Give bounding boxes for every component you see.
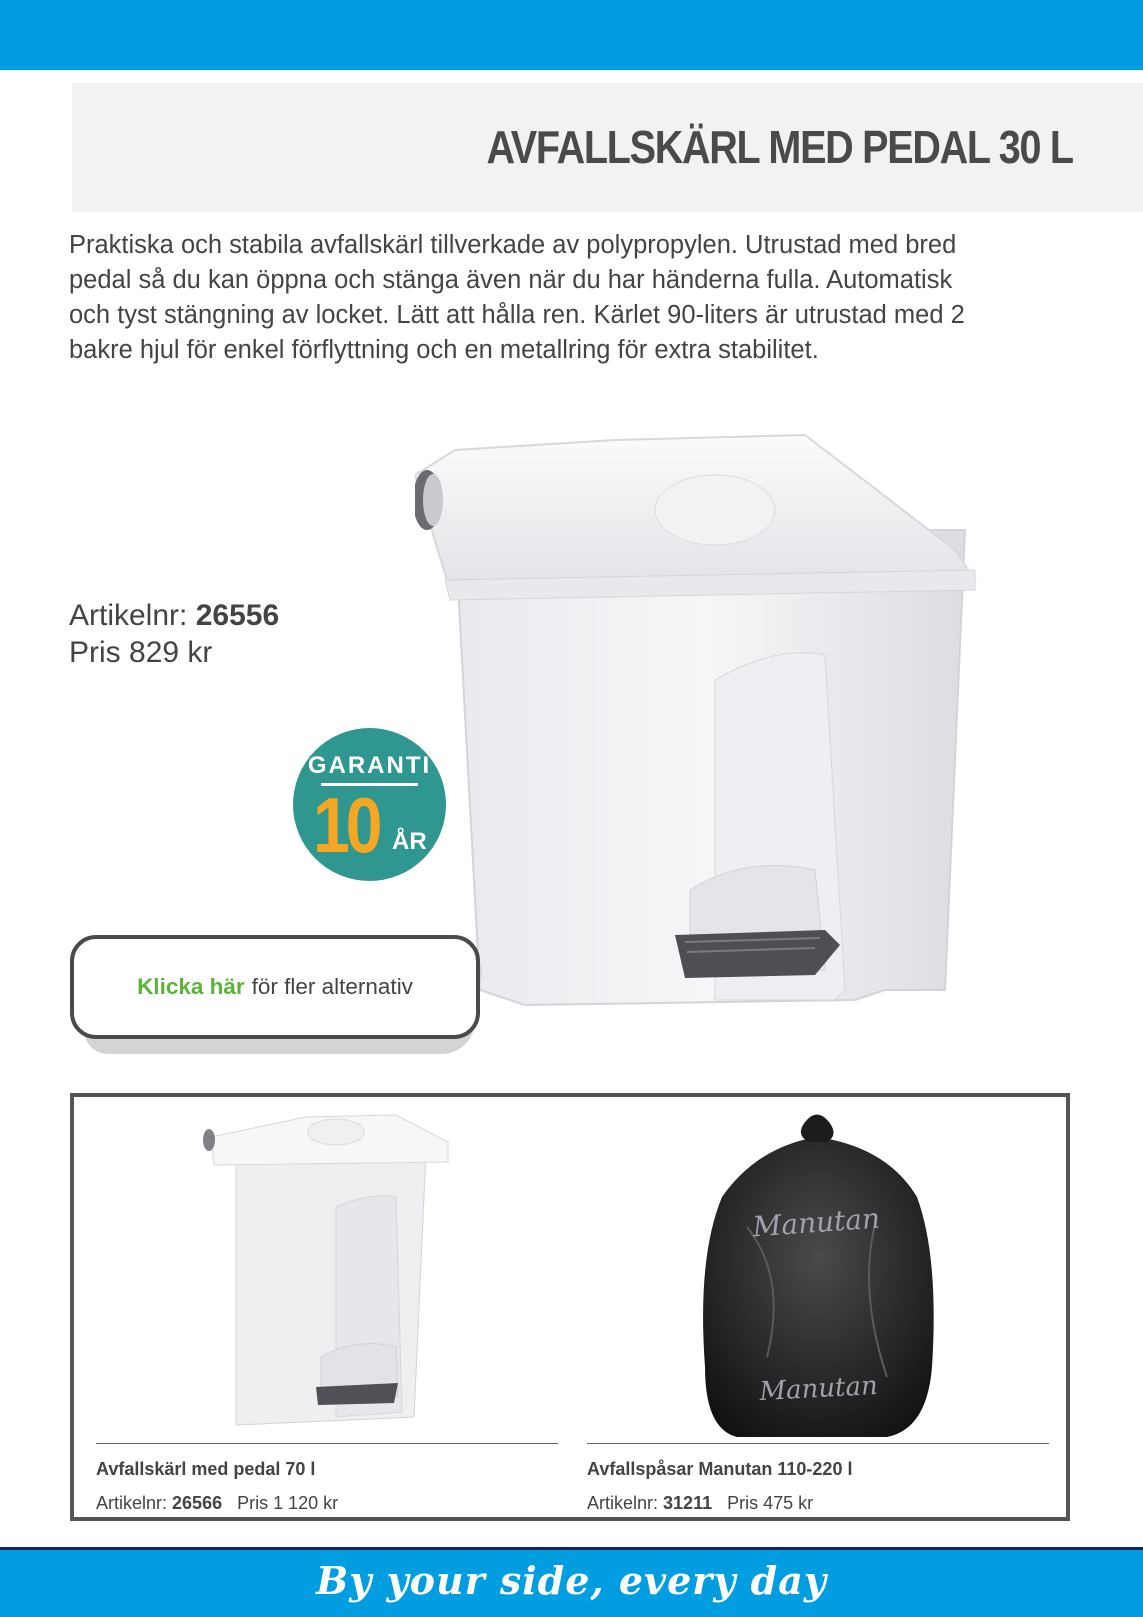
article-number-line bbox=[69, 597, 279, 634]
warranty-unit: ÅR bbox=[392, 828, 427, 855]
price-label: Pris bbox=[69, 636, 121, 669]
warranty-years: 10 bbox=[313, 781, 379, 869]
article-label: Artikelnr: bbox=[69, 599, 188, 632]
warranty-label: GARANTI bbox=[307, 752, 432, 779]
more-options-button[interactable] bbox=[70, 935, 480, 1039]
product-image-pedal-bin-70l bbox=[96, 1107, 558, 1437]
price-value: Pris 1 120 kr bbox=[237, 1493, 339, 1513]
article-label: Artikelnr: bbox=[96, 1493, 168, 1513]
footer-banner bbox=[0, 1547, 1143, 1617]
slogan: By your side, every day bbox=[316, 1558, 827, 1603]
cta-text: för fler alternativ bbox=[251, 974, 413, 999]
related-product-meta bbox=[96, 1493, 338, 1514]
price-line bbox=[69, 634, 279, 671]
price-value: 829 kr bbox=[129, 636, 213, 669]
article-label: Artikelnr: bbox=[587, 1493, 659, 1513]
related-product-name[interactable]: Avfallskärl med pedal 70 l bbox=[96, 1459, 316, 1479]
related-product-name[interactable]: Avfallspåsar Manutan 110-220 l bbox=[587, 1459, 853, 1479]
click-here-link[interactable]: Klicka här bbox=[137, 974, 245, 999]
warranty-badge bbox=[293, 728, 446, 881]
article-number: 31211 bbox=[663, 1493, 713, 1513]
related-product-card[interactable] bbox=[96, 1097, 558, 1517]
related-products bbox=[70, 1093, 1070, 1521]
related-product-meta bbox=[587, 1493, 813, 1514]
related-product-card[interactable] bbox=[587, 1097, 1049, 1517]
product-info bbox=[69, 597, 279, 671]
bag-print-bottom: Manutan bbox=[758, 1370, 879, 1408]
product-image-pedal-bin-30l bbox=[415, 430, 1015, 1050]
bag-print-top: Manutan bbox=[751, 1201, 882, 1244]
card-divider bbox=[587, 1443, 1049, 1444]
price-value: Pris 475 kr bbox=[727, 1493, 814, 1513]
article-number: 26566 bbox=[172, 1493, 223, 1513]
product-image-garbage-bags bbox=[587, 1107, 1049, 1437]
card-divider bbox=[96, 1443, 558, 1444]
product-description: Praktiska och stabila avfallskärl tillverkade av polypropylen. Utrustad med bred pedal så du kan öppna och stänga även när du har händerna fulla. Automatisk och tyst stängning av locket. Lätt att hålla ren. Kärlet 90-liters är utrustad med 2 bakre hjul för enkel förflyttning och en metallring för extra stabilitet. bbox=[69, 231, 965, 364]
top-banner bbox=[0, 0, 1143, 70]
page-title: AVFALLSKÄRL MED PEDAL 30 L bbox=[486, 121, 1073, 173]
article-number: 26556 bbox=[195, 599, 280, 632]
